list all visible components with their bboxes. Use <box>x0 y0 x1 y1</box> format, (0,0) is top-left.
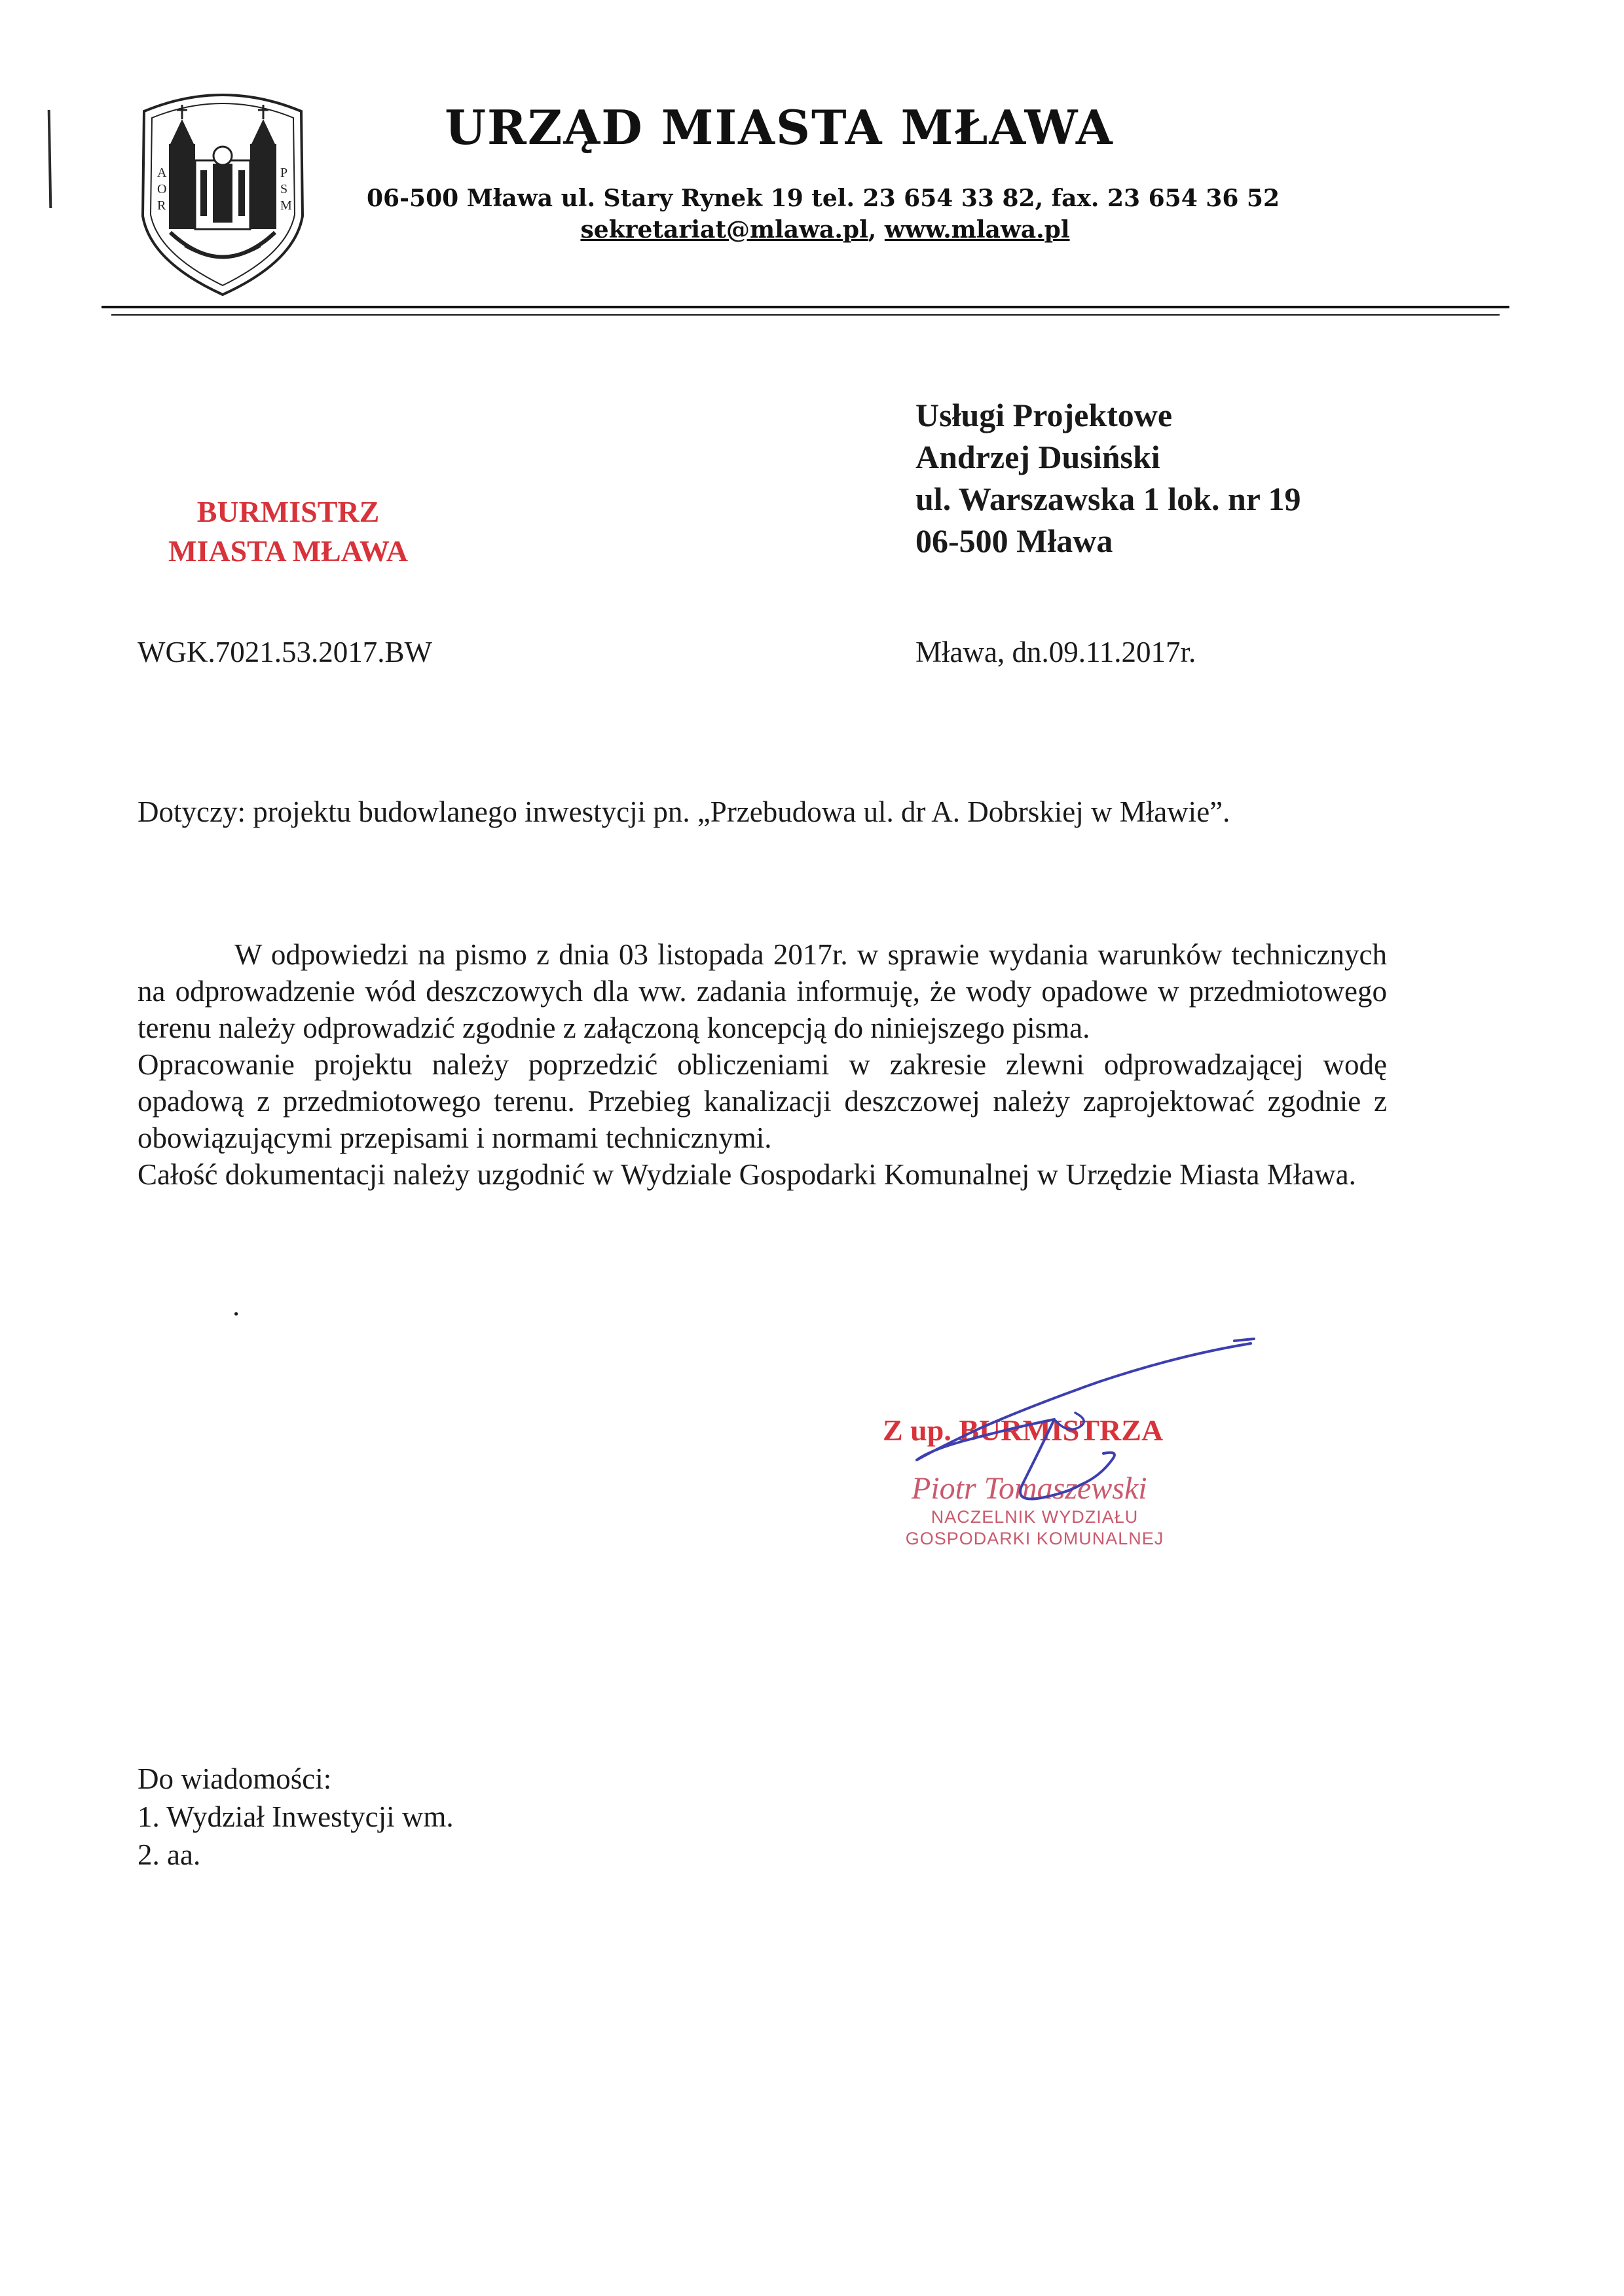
header-rule-thick <box>101 306 1509 308</box>
signatory-title-line1: NACZELNIK WYDZIAŁU <box>931 1507 1139 1527</box>
svg-text:M: M <box>280 198 292 213</box>
recipient-line4: 06-500 Mława <box>915 522 1113 559</box>
svg-text:O: O <box>157 182 167 196</box>
distribution-item: 1. Wydział Inwestycji wm. <box>138 1800 454 1833</box>
signatory-name: Piotr Tomaszewski <box>912 1471 1147 1506</box>
body-paragraph-2: Opracowanie projektu należy poprzedzić obliczeniami w zakresie zlewni odprowadzającej wodę opadową z przedmiotowego terenu. Przebieg kanalizacji deszczowej należy zaprojektować zgodnie z obowiązującymi przepisami i normami technicznymi. <box>138 1048 1387 1154</box>
office-name-heading: URZĄD MIASTA MŁAWA <box>445 100 1114 155</box>
office-contact-line <box>341 216 1310 244</box>
handwritten-signature <box>904 1329 1257 1539</box>
contact-separator: , <box>868 216 885 244</box>
website-link[interactable]: www.mlawa.pl <box>884 216 1070 244</box>
distribution-heading: Do wiadomości: <box>138 1762 332 1795</box>
signatory-title-line2: GOSPODARKI KOMUNALNEJ <box>905 1529 1164 1548</box>
letter-body <box>138 936 1387 1193</box>
distribution-item: 2. aa. <box>138 1838 201 1871</box>
distribution-list <box>138 1760 454 1874</box>
recipient-line1: Usługi Projektowe <box>915 397 1173 433</box>
mayor-stamp-line2: MIASTA MŁAWA <box>168 534 408 568</box>
recipient-address-block <box>915 394 1301 562</box>
recipient-line2: Andrzej Dusiński <box>915 439 1160 475</box>
subject-line: Dotyczy: projektu budowlanego inwestycji pn. „Przebudowa ul. dr A. Dobrskiej w Mławie”. <box>138 795 1230 828</box>
email-link[interactable]: sekretariat@mlawa.pl <box>580 216 868 244</box>
mayor-stamp-line1: BURMISTRZ <box>196 495 380 528</box>
svg-text:A: A <box>157 166 167 180</box>
body-paragraph-1: W odpowiedzi na pismo z dnia 03 listopada 2017r. w sprawie wydania warunków technicznych na odprowadzenie wód deszczowych dla ww. zadania informuję, że wody opadowe w przedmiotowego terenu należy odprowadzić zgodnie z załączoną koncepcją do niniejszego pisma. <box>138 938 1387 1044</box>
svg-text:S: S <box>280 182 288 196</box>
margin-pencil-mark <box>48 110 52 208</box>
city-crest-logo <box>131 85 314 298</box>
header-rule-thin <box>111 314 1500 316</box>
office-address-line: 06-500 Mława ul. Stary Rynek 19 tel. 23 654 33 82, fax. 23 654 36 52 <box>367 185 1280 212</box>
body-paragraph-3: Całość dokumentacji należy uzgodnić w Wydziale Gospodarki Komunalnej w Urzędzie Miasta Mława. <box>138 1158 1356 1191</box>
signature-stamp-header: Z up. BURMISTRZA <box>883 1413 1164 1447</box>
stray-dot: . <box>232 1289 240 1322</box>
reference-number: WGK.7021.53.2017.BW <box>138 636 432 668</box>
svg-text:R: R <box>157 198 166 213</box>
recipient-line3: ul. Warszawska 1 lok. nr 19 <box>915 481 1301 517</box>
mayor-stamp <box>144 492 432 571</box>
svg-text:P: P <box>280 166 288 180</box>
place-and-date: Mława, dn.09.11.2017r. <box>915 636 1196 668</box>
